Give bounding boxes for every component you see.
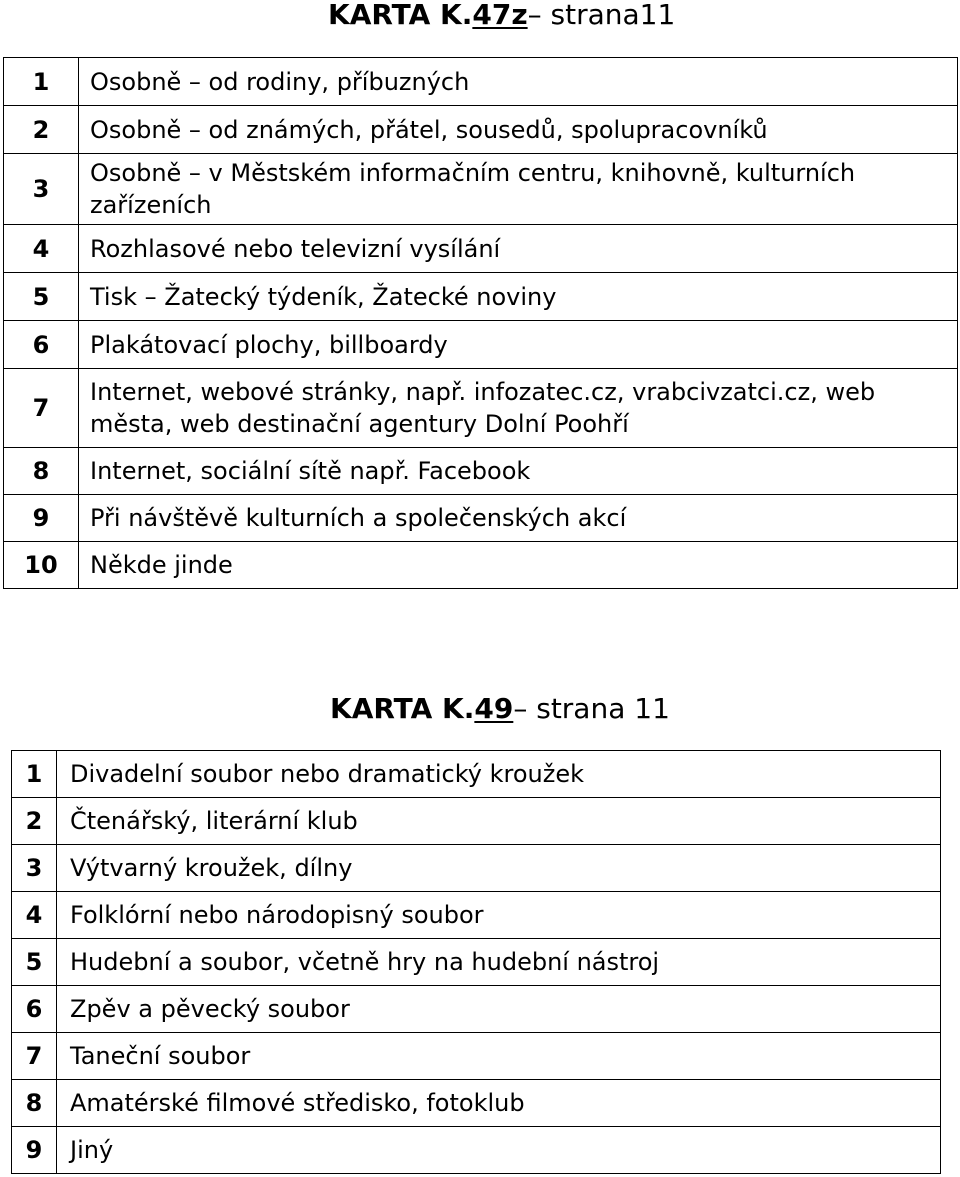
row-text: Hudební a soubor, včetně hry na hudební nástroj [57,939,941,986]
table-row [12,986,941,1033]
card-49-title-prefix: KARTA K. [330,692,475,725]
row-number: 9 [4,495,79,542]
row-number: 1 [12,751,57,798]
card-49-title-suffix: – strana 11 [513,692,670,725]
row-text: Plakátovací plochy, billboardy [79,321,958,369]
row-text: Osobně – od rodiny, příbuzných [79,58,958,106]
row-number: 1 [4,58,79,106]
row-text: Internet, sociální sítě např. Facebook [79,448,958,495]
table-row [4,273,958,321]
card-47-title-suffix: – strana11 [527,0,676,31]
row-text: Čtenářský, literární klub [57,798,941,845]
row-text: Internet, webové stránky, např. infozatec.cz, vrabcivzatci.cz, web města, web destinační agentury Dolní Poohří [79,369,958,448]
row-number: 4 [12,892,57,939]
row-number: 2 [4,106,79,154]
table-row [12,1033,941,1080]
table-row [12,1080,941,1127]
table-row [12,939,941,986]
row-text: Taneční soubor [57,1033,941,1080]
table-row [4,154,958,225]
row-text: Výtvarný kroužek, dílny [57,845,941,892]
row-number: 5 [12,939,57,986]
row-number: 2 [12,798,57,845]
card-47-title-prefix: KARTA K. [328,0,473,31]
row-number: 8 [12,1080,57,1127]
row-number: 7 [4,369,79,448]
card-47-title-code: 47z [472,0,528,31]
table-row [12,845,941,892]
table-row [4,369,958,448]
table-row [12,751,941,798]
row-text: Osobně – od známých, přátel, sousedů, spolupracovníků [79,106,958,154]
row-text: Amatérské filmové středisko, fotoklub [57,1080,941,1127]
row-text: Zpěv a pěvecký soubor [57,986,941,1033]
row-number: 9 [12,1127,57,1174]
row-text: Rozhlasové nebo televizní vysílání [79,225,958,273]
row-text: Při návštěvě kulturních a společenských akcí [79,495,958,542]
row-number: 8 [4,448,79,495]
row-number: 3 [4,154,79,225]
row-text: Folklórní nebo národopisný soubor [57,892,941,939]
row-number: 6 [4,321,79,369]
row-text: Jiný [57,1127,941,1174]
row-number: 5 [4,273,79,321]
table-row [4,106,958,154]
table-row [12,892,941,939]
card-47-title [328,0,675,30]
row-number: 7 [12,1033,57,1080]
table-row [4,321,958,369]
table-row [12,798,941,845]
card-49-title-code: 49 [474,692,514,725]
row-number: 10 [4,542,79,589]
row-number: 4 [4,225,79,273]
card-49-table [11,750,941,1174]
table-row [4,495,958,542]
table-row [4,58,958,106]
row-text: Osobně – v Městském informačním centru, knihovně, kulturních zařízeních [79,154,958,225]
row-text: Někde jinde [79,542,958,589]
card-47-table [3,57,958,589]
table-row [4,542,958,589]
row-number: 6 [12,986,57,1033]
row-text: Tisk – Žatecký týdeník, Žatecké noviny [79,273,958,321]
row-number: 3 [12,845,57,892]
row-text: Divadelní soubor nebo dramatický kroužek [57,751,941,798]
card-49-title [330,694,670,724]
table-row [4,225,958,273]
table-row [4,448,958,495]
table-row [12,1127,941,1174]
